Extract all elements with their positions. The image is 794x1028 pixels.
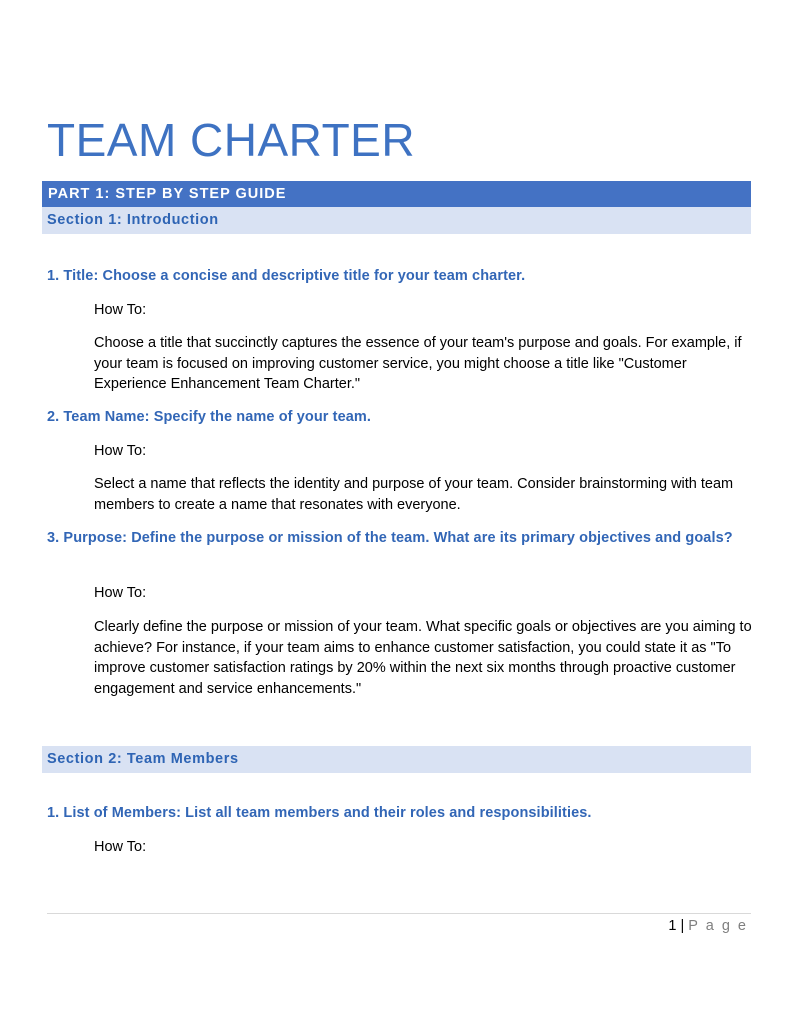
page-word: P a g e	[688, 918, 748, 934]
howto-label: How To:	[94, 443, 147, 459]
question-purpose: 3. Purpose: Define the purpose or mission of the team. What are its primary objectives and goals?	[47, 530, 733, 546]
document-title: TEAM CHARTER	[47, 114, 416, 166]
part-heading: PART 1: STEP BY STEP GUIDE	[42, 181, 751, 207]
section-2-heading: Section 2: Team Members	[42, 746, 751, 773]
howto-label: How To:	[94, 839, 147, 855]
howto-label: How To:	[94, 585, 147, 601]
section-1-heading: Section 1: Introduction	[42, 207, 751, 234]
question-title: 1. Title: Choose a concise and descriptive title for your team charter.	[47, 268, 526, 284]
answer-paragraph: Choose a title that succinctly captures the essence of your team's purpose and goals. For example, if your team is focused on improving customer service, you might choose a title like "Customer Experience Enhancement Team Charter."	[94, 335, 742, 392]
question-team-name: 2. Team Name: Specify the name of your team.	[47, 409, 372, 425]
question-list-of-members: 1. List of Members: List all team members and their roles and responsibilities.	[47, 805, 592, 821]
footer-separator: |	[680, 918, 685, 934]
page-footer	[668, 916, 748, 936]
footer-divider	[47, 913, 751, 914]
howto-label: How To:	[94, 302, 147, 318]
answer-paragraph: Select a name that reflects the identity and purpose of your team. Consider brainstorming with team members to create a name that resonates with everyone.	[94, 476, 734, 513]
page-number: 1	[668, 918, 677, 934]
answer-paragraph: Clearly define the purpose or mission of your team. What specific goals or objectives are you aiming to achieve? For instance, if your team aims to enhance customer satisfaction, you could state it as "To improve customer satisfaction ratings by 20% within the next six months through proactive customer engagement and service enhancements."	[94, 619, 752, 697]
